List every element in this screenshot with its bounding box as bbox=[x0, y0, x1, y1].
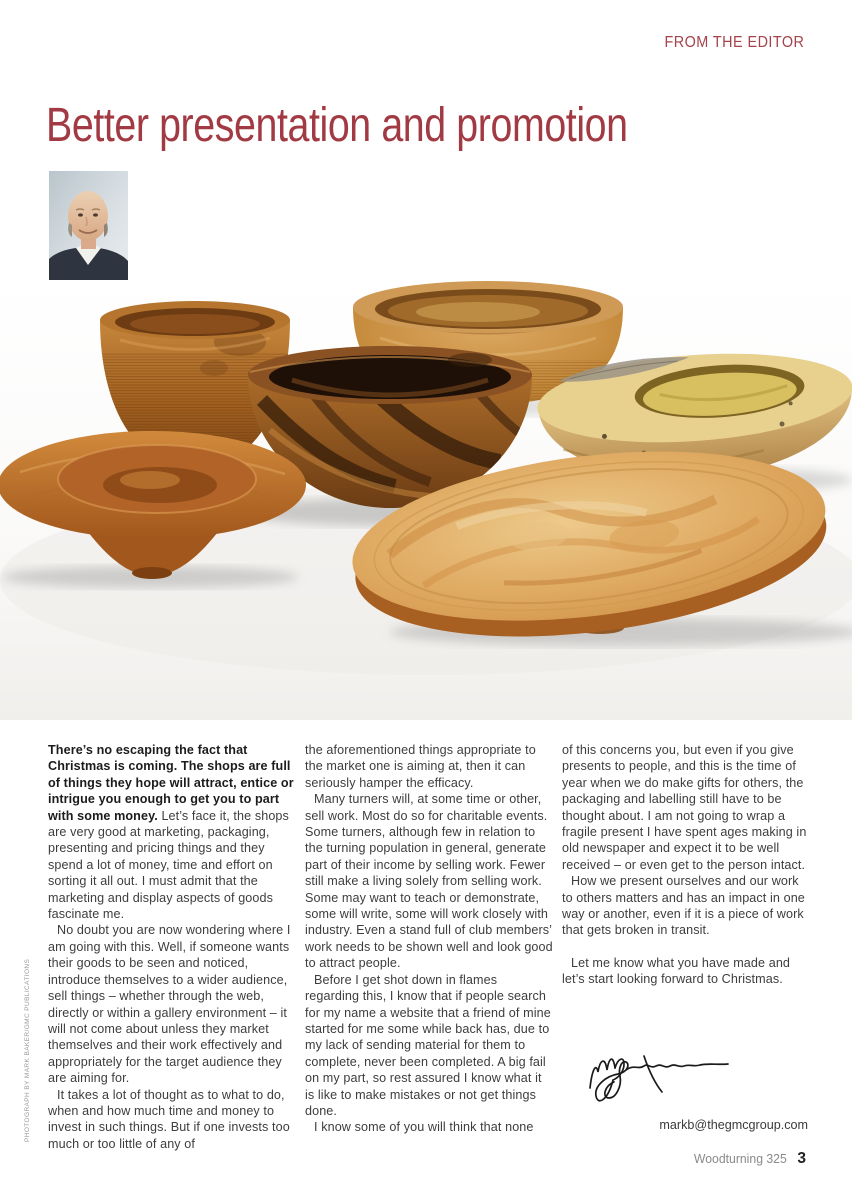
paragraph: Many turners will, at some time or other, sell work. Most do so for charitable events. Some turners, although few in relation to the turning population in general, generate part of their income by selling work. Fewer still make a living solely from selling work. Some may want to teach or demonstrate, some will write, some will work closely with industry. Even a stand full of club members’ work needs to be shown well and look good to attract people. bbox=[305, 792, 553, 971]
paragraph: How we present ourselves and our work to others matters and has an impact in one way or another, even if it is a piece of work that gets broken in transit. bbox=[562, 874, 805, 938]
page-number: 3 bbox=[797, 1150, 806, 1167]
signature-scribble bbox=[582, 1042, 744, 1112]
section-label: FROM THE EDITOR bbox=[664, 34, 804, 51]
editor-portrait-photo bbox=[49, 171, 128, 282]
bowls-photo bbox=[0, 280, 852, 720]
paragraph: It takes a lot of thought as to what to do, when and how much time and money to invest in such things. But if one invests too much or too little of any of bbox=[48, 1087, 290, 1151]
lead-rest-text: Let’s face it, the shops are very good at marketing, packaging, presenting and pricing things and they spend a lot of money, time and effort on sorting it all out. I must admit that the marketing and display aspects of goods fascinate me. bbox=[48, 808, 289, 922]
paragraph: the aforementioned things appropriate to the market one is aiming at, then it can seriously hamper the efficacy. bbox=[305, 743, 536, 790]
editor-signature bbox=[582, 1042, 744, 1112]
article-column-1 bbox=[48, 742, 296, 1152]
paragraph: Let me know what you have made and let’s start looking forward to Christmas. bbox=[562, 955, 791, 987]
photo-credit: PHOTOGRAPH BY MARK BAKER/GMC PUBLICATIONS bbox=[24, 958, 31, 1142]
page-title: Better presentation and promotion bbox=[46, 99, 628, 152]
article-column-3 bbox=[562, 742, 810, 988]
paragraph: of this concerns you, but even if you give presents to people, and this is the time of year when we do make gifts for others, the packaging and labelling still have to be thought about. I am not going to wrap a fragile present I have spent ages making in old newspaper and expect it to be well received – or even get to the person intact. bbox=[562, 743, 807, 872]
article-column-2 bbox=[305, 742, 553, 1136]
paragraph: Before I get shot down in flames regarding this, I know that if people search for my name a website that a friend of mine started for me some while back has, due to my lack of sending material for them to complete, never been completed. A big fail on my part, so rest assured I know what it is like to make mistakes or not get things done. bbox=[305, 972, 551, 1118]
magazine-issue-label: Woodturning 325 bbox=[693, 1151, 787, 1166]
page-footer bbox=[688, 1150, 806, 1168]
lead-paragraph bbox=[48, 742, 296, 922]
paragraph: I know some of you will think that none bbox=[314, 1120, 534, 1135]
portrait-illustration bbox=[49, 171, 128, 282]
bowls-illustration bbox=[0, 280, 852, 720]
paragraph: No doubt you are now wondering where I am going with this. Well, if someone wants their goods to be seen and noticed, introduce themselves to a wider audience, sell things – whether through the web, directly or within a gallery environment – it will not come about unless they market themselves and their work effectively and appropriately for the target audience they are aiming for. bbox=[48, 923, 291, 1086]
editor-email: markb@thegmcgroup.com bbox=[659, 1118, 808, 1132]
lead-bold-text: There’s no escaping the fact that Christmas is coming. The shops are full of things they hope will attract, entice or intrigue you enough to get you to part with some money. bbox=[48, 743, 294, 823]
